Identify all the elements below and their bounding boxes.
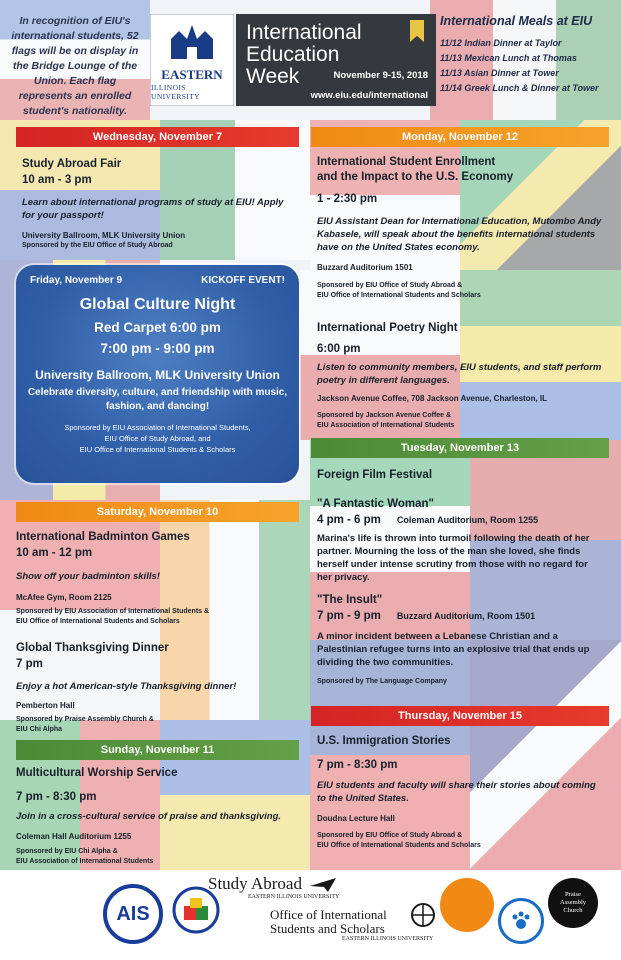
chi-alpha-logo [498,898,544,944]
meals-panel [440,14,616,96]
event-title: U.S. Immigration Stories [317,735,451,747]
event-time: 10 am - 3 pm [22,174,92,186]
film-title: "The Insult" [317,594,383,606]
intro-text: In recognition of EIU's international students, 52 flags will be on display in the Bridge Lounge of the Union. Each flag represents an enrolled student's nationality. [11,15,139,117]
ais-logo: AIS [103,884,163,944]
kickoff-red-carpet: Red Carpet 6:00 pm [94,320,221,335]
kickoff-time: 7:00 pm - 9:00 pm [100,341,215,356]
event-sponsor: Sponsored by EIU Chi Alpha & [16,848,118,855]
event-location: Jackson Avenue Coffee, 708 Jackson Avenue, Charleston, IL [317,394,548,403]
event-sponsor: Sponsored by The Language Company [317,678,447,685]
event-dates: November 9-15, 2018 [333,70,428,81]
film-time: 4 pm - 6 pm [317,514,381,526]
kickoff-sponsor: Sponsored by EIU Association of International Students, [64,423,251,432]
event-sponsor: EIU Association of International Students [317,422,455,429]
paw-icon [510,910,532,932]
kickoff-sponsor: EIU Office of International Students & Scholars [79,445,236,454]
title-line-1: International [246,21,362,44]
event-sponsor: EIU Chi Alpha [16,726,63,733]
event-description: Enjoy a hot American-style Thanksgiving dinner! [16,681,237,692]
study-abroad-logo: Study Abroad EASTERN ILLINOIS UNIVERSITY [208,874,340,900]
event-sponsor: EIU Office of International Students and Scholars [16,618,180,625]
film-time: 7 pm - 9 pm [317,610,381,622]
film-description: A minor incident between a Lebanese Christian and a Palestinian refugee turns into an explosive trial that ends up dividing the two communities. [317,631,590,668]
eiu-logo [150,14,234,106]
kickoff-badge: KICKOFF EVENT! [201,275,285,286]
meal-item: 11/13 Asian Dinner at Tower [440,68,559,78]
event-time: 7 pm - 8:30 pm [16,791,97,803]
sunday-section [16,740,299,867]
film-title: "A Fantastic Woman" [317,498,434,510]
event-sponsor: Sponsored by EIU Association of International Students & [16,608,210,615]
meal-item: 11/12 Indian Dinner at Taylor [440,38,562,48]
event-time: 7 pm - 8:30 pm [317,759,398,771]
event-location: Pemberton Hall [16,701,75,710]
event-description: Listen to community members, EIU students, and staff perform poetry in different languages. [317,362,602,386]
day-header-sunday: Sunday, November 11 [16,740,299,760]
event-description: EIU students and faculty will share their stories about coming to the United States. [317,780,596,804]
event-location: Buzzard Auditorium 1501 [317,263,413,272]
event-title: Foreign Film Festival [317,469,433,481]
wednesday-section [16,127,299,251]
kickoff-sponsor: EIU Office of Study Abroad, and [104,434,211,443]
event-title: Global Thanksgiving Dinner [16,642,169,654]
event-location: Coleman Hall Auditorium 1255 [16,832,132,841]
event-sponsor: Sponsored by Praise Assembly Church & [16,716,154,723]
thursday-section [311,706,609,851]
day-header-thursday: Thursday, November 15 [311,706,609,726]
event-description: Show off your badminton skills! [16,571,160,582]
event-title: International Poetry Night [317,322,458,334]
event-title: Study Abroad Fair [22,158,122,170]
film-location: Coleman Auditorium, Room 1255 [396,515,539,525]
event-time: 10 am - 12 pm [16,547,93,559]
airplane-icon [308,874,338,901]
event-location: McAfee Gym, Room 2125 [16,593,112,602]
kickoff-event-box [16,265,299,483]
film-location: Buzzard Auditorium, Room 1501 [396,611,536,621]
kickoff-title: Global Culture Night [79,296,236,313]
logo-name: EASTERN [161,67,223,82]
event-sponsor: Sponsored by the EIU Office of Study Abroad [22,242,173,249]
kickoff-day: Friday, November 9 [30,275,123,286]
event-sponsor: EIU Office of International Students and Scholars [317,842,481,849]
saturday-section [16,502,299,735]
event-title: and the Impact to the U.S. Economy [317,171,514,183]
globe-icon [410,902,436,933]
monday-section [311,127,609,431]
event-sponsor: Sponsored by EIU Office of Study Abroad & [317,282,463,289]
tuesday-section [311,438,609,687]
kickoff-location: University Ballroom, MLK University Union [35,368,280,382]
meal-item: 11/14 Greek Lunch & Dinner at Tower [440,83,599,93]
event-time: 6:00 pm [317,343,361,355]
title-line-3: Week [246,65,300,88]
castle-icon [167,21,217,61]
event-title: International Student Enrollment [317,156,496,168]
event-title-box [236,14,436,106]
day-header-monday: Monday, November 12 [311,127,609,147]
event-location: University Ballroom, MLK University Union [22,231,186,240]
event-title: Multicultural Worship Service [16,767,178,779]
title-line-2: Education [246,43,340,66]
event-location: Doudna Lecture Hall [317,814,395,823]
event-description: EIU Assistant Dean for International Education, Mutombo Andy Kabasele, will speak about the benefits international students have on the United States economy. [317,216,602,253]
praise-assembly-logo: Praise Assembly Church [548,878,598,928]
logo-subname: ILLINOIS UNIVERSITY [151,83,200,101]
kickoff-description: Celebrate diversity, culture, and friendship with music, fashion, and dancing! [27,387,288,412]
day-header-saturday: Saturday, November 10 [16,502,299,522]
oiss-logo: Office of International Students and Scholars EASTERN ILLINOIS UNIVERSITY [270,907,434,942]
event-sponsor: EIU Association of International Students [16,858,154,865]
event-description: Join in a cross-cultural service of praise and thanksgiving. [16,811,282,822]
sponsor-logos-footer [0,870,621,960]
film-description: Marina's life is thrown into turmoil following the death of her partner. Mourning the loss of the man she loved, she finds herself under intense scrutiny from those with no regard for her privacy. [317,533,590,583]
day-header-wednesday: Wednesday, November 7 [16,127,299,147]
meals-heading: International Meals at EIU [440,14,593,28]
jackson-avenue-coffee-logo [440,878,494,932]
event-description: Learn about international programs of study at EIU! Apply for your passport! [22,197,284,221]
event-url[interactable]: www.eiu.edu/international [310,90,428,101]
meal-item: 11/13 Mexican Lunch at Thomas [440,53,577,63]
event-time: 7 pm [16,658,43,670]
event-time: 1 - 2:30 pm [317,193,378,205]
event-sponsor: EIU Office of International Students and Scholars [317,292,481,299]
event-title: International Badminton Games [16,531,190,543]
event-sponsor: Sponsored by EIU Office of Study Abroad & [317,832,463,839]
day-header-tuesday: Tuesday, November 13 [311,438,609,458]
event-sponsor: Sponsored by Jackson Avenue Coffee & [317,412,452,419]
